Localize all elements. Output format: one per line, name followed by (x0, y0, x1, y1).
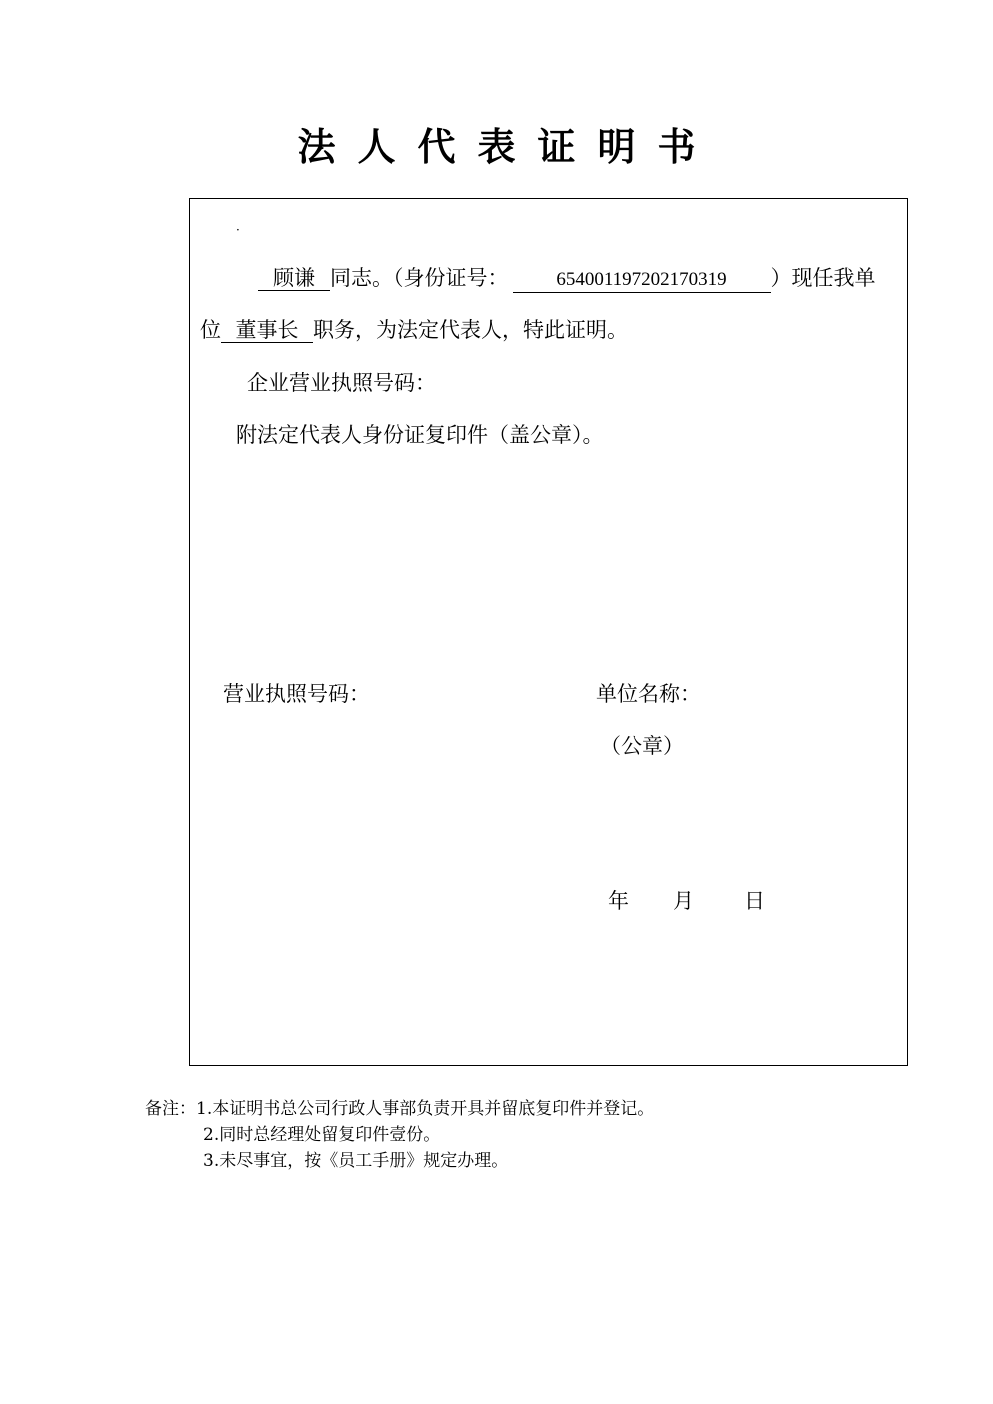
statement-text-after-name: 同志。（身份证号： (330, 266, 509, 290)
statement-text-before-post: 位 (200, 318, 221, 342)
date-day-label: 日 (744, 889, 765, 913)
enterprise-license-label: 企业营业执照号码： (247, 371, 436, 395)
date-year-label: 年 (608, 889, 629, 913)
statement-line-2 (200, 316, 628, 344)
page-title: 法人代表证明书 (297, 125, 718, 169)
statement-text-after-post: 职务，为法定代表人，特此证明。 (313, 318, 628, 342)
note-item: 2.同时总经理处留复印件壹份。 (203, 1125, 441, 1145)
attachment-note: 附法定代表人身份证复印件（盖公章）。 (236, 423, 604, 447)
unit-name-label: 单位名称： (596, 682, 701, 706)
statement-text-after-id: ）现任我单 (770, 266, 876, 290)
top-mark: · (236, 223, 240, 237)
official-seal-label: （公章） (600, 734, 684, 758)
id-number-field: 654001197202170319 (513, 268, 771, 293)
person-name-field: 顾谦 (258, 266, 330, 291)
date-line (608, 887, 765, 915)
post-field: 董事长 (221, 318, 313, 343)
notes-label: 备注： (145, 1099, 196, 1119)
business-license-label: 营业执照号码： (223, 682, 370, 706)
date-month-label: 月 (673, 889, 694, 913)
note-item: 1.本证明书总公司行政人事部负责开具并留底复印件并登记。 (196, 1099, 655, 1119)
note-item: 3.未尽事宜，按《员工手册》规定办理。 (203, 1151, 509, 1171)
notes-line-1 (145, 1096, 654, 1122)
statement-line-1 (258, 264, 876, 293)
